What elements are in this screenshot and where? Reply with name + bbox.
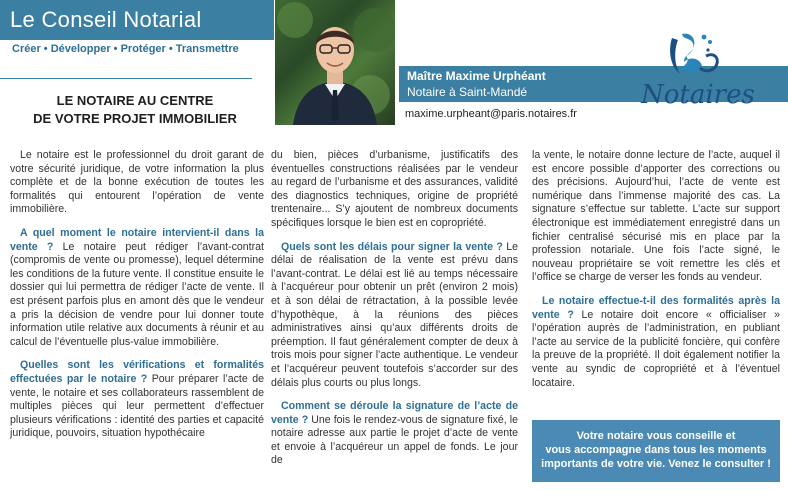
checks-continued: du bien, pièces d’urbanisme, justificatifs des éventuelles constructions réalisées par le vendeur au regard de l’urbanisme et des assurances, validité des diagnostics techniques, origine de propriété trentenaire... S’y ajoutent de nombreux documents spécifiques lorsque le bien est en copropriété. <box>271 149 518 229</box>
masthead-tagline: Créer • Développer • Protéger • Transmettre <box>12 43 239 55</box>
notary-name: Maître Maxime Urphéant <box>407 69 546 83</box>
answer-formalities: Le notaire doit encore « officialiser » l’opération auprès de l’administration, en publiant l’acte au service de la publicité foncière, qui confère la preuve de la propriété. Il doit également notifier la vente au syndic de copropriété et à l’éventuel locataire. <box>532 308 780 389</box>
answer-delays: Le délai de réalisation de la vente est prévu dans l’avant-contrat. Le délai est lié au temps nécessaire à l’acquéreur pour obtenir un prêt (environ 2 mois) et à son délai de rétractation, à la possible levée d’hypothèque, à la réunions des pièces administratives ainsi qu’aux différents droits de préemption. Il faut généralement compter de deux à trois mois pour signer l’acte authentique. Le vendeur et l’acquéreur peuvent toutefois s’accorder sur des délais plus courts ou plus longs. <box>271 240 518 389</box>
question-formalities: Le notaire effectue-t-il des formalités après la vente ? <box>532 294 780 321</box>
divider <box>0 78 252 79</box>
headline-line-2: DE VOTRE PROJET IMMOBILIER <box>33 111 237 126</box>
call-to-action-box <box>532 420 780 482</box>
paragraph-signature <box>271 400 518 468</box>
intro-paragraph: Le notaire est le professionnel du droit garant de votre sécurité juridique, de votre information la plus complète et de la bonne exécution de toutes les formalités qui entourent l’opération de vente immobilière. <box>10 149 264 216</box>
answer-checks: Pour préparer l’acte de vente, le notaire et ses collaborateurs rassemblent de multiples pièces qui leur permettent d’effectuer plusieurs vérifications : identité des parties et capacité juridique, pouvoirs, situation hypothécaire <box>10 372 264 440</box>
logo-wordmark: Notaires <box>641 80 755 110</box>
answer-timing: Le notaire peut rédiger l’avant-contrat (compromis de vente ou promesse), lequel détermine les conditions de la future vente. Il constitue ensuite le dossier qui lui permettra de rédiger l’acte de vente. Il est présent parfois plus en amont dès que le vendeur a pris la décision de vendre pour lui donner toute information utile relative aux documents à réunir et au calcul de l’éventuelle plus-value immobilière. <box>10 240 264 348</box>
article-column-3 <box>532 149 780 400</box>
article-headline <box>0 92 270 128</box>
question-timing: A quel moment le notaire intervient-il dans la vente ? <box>10 226 264 253</box>
masthead-title: Le Conseil Notarial <box>0 0 274 40</box>
article-column-1 <box>10 149 264 451</box>
notary-role: Notaire à Saint-Mandé <box>407 85 528 99</box>
cta-line-2: vous accompagne dans tous les moments <box>545 444 767 456</box>
paragraph-delays <box>271 241 518 391</box>
portrait-illustration <box>275 0 395 125</box>
article-column-2 <box>271 149 518 478</box>
portrait-photo <box>275 0 395 125</box>
headline-line-1: LE NOTAIRE AU CENTRE <box>56 93 214 108</box>
cta-line-3: importants de votre vie. Venez le consulter ! <box>541 458 771 470</box>
cta-line-1: Votre notaire vous conseille et <box>576 430 736 442</box>
question-delays: Quels sont les délais pour signer la vente ? <box>281 240 503 253</box>
paragraph-checks <box>10 359 264 441</box>
paragraph-timing <box>10 227 264 349</box>
paragraph-formalities <box>532 295 780 390</box>
signature-continued: la vente, le notaire donne lecture de l’acte, auquel il est encore possible d’apporter des corrections ou des précisions. Aujourd’hui, l’acte de vente est numérique dans l’immense majorité des cas. La signature s’effectue sur tablette. L’acte sur support électronique est immédiatement enregistré dans un fichier centralisé sécurisé mis en place par la profession notariale. Une fois l’acte signé, le nouveau propriétaire se voit remettre les clés et l’office se charge de verser les fonds au vendeur. <box>532 149 780 284</box>
answer-signature: Une fois le rendez-vous de signature fixé, le notaire adresse aux partie le projet d’acte de vente et envoie à l’acquéreur un appel de fonds. Le jour de <box>271 413 518 467</box>
question-signature: Comment se déroule la signature de l’acte de vente ? <box>271 400 518 426</box>
notary-email-link[interactable]: maxime.urpheant@paris.notaires.fr <box>405 108 577 120</box>
question-checks: Quelles sont les vérifications et formalités effectuées par le notaire ? <box>10 359 264 385</box>
logo-mark-icon <box>650 28 760 83</box>
